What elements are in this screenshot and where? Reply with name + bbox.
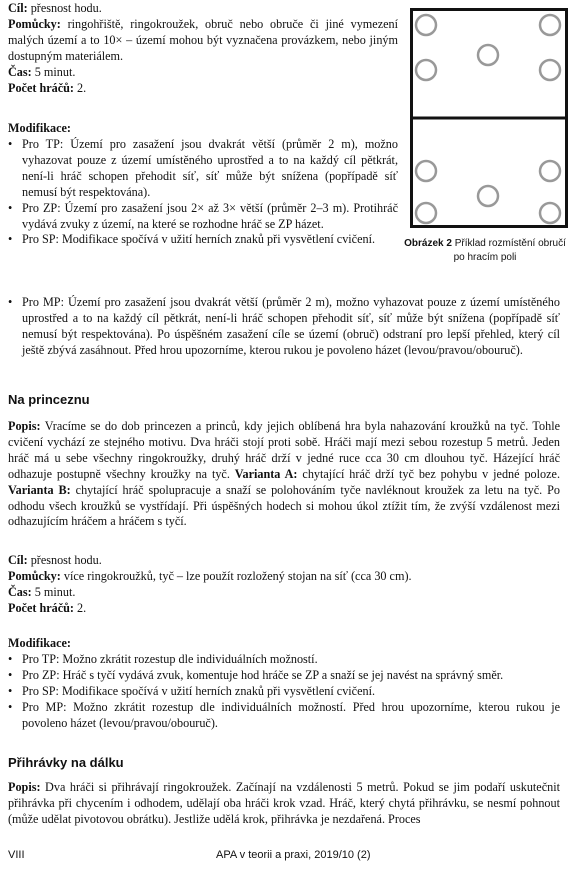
list-item: • Pro TP: Území pro zasažení jsou dvakrát větší (průměr 2 m), možno vyhazovat pouze z území umístěného uprostřed a to na každý cíl pětkrát, není-li hráč schopen přehodit síť, síť může být snížena (popřípadě síť nemusí být respektována).	[8, 137, 398, 201]
list-item: • Pro SP: Modifikace spočívá v užití herních znaků při vysvětlení cvičení.	[8, 232, 398, 248]
list-item: • Pro ZP: Území pro zasažení jsou 2× až 3× větší (průměr 2–3 m). Protihráč vydává zvuky z území, na které se rozhodne hráč se ZP házet.	[8, 201, 398, 233]
equipment-paragraph: Pomůcky: ringohřiště, ringokroužek, obruč nebo obruče či jiné vymezení malých území a to 10× – území mohou být vyznačena provázkem, nebo jiným dostupným materiálem.	[8, 17, 398, 63]
modifications-list-wide	[8, 295, 560, 359]
hoop-circle	[540, 161, 560, 181]
list-item: • Pro MP: Území pro zasažení jsou dvakrát větší (průměr 2 m), možno vyhazovat pouze z území umístěného uprostřed a to na každý cíl pětkrát, není-li hráč schopen přehodit síť, síť může být snížena (popřípadě síť nemusí být respektována). Po úspěšném zasažení cíle se území (obruč) odstraní pro lepší přehled, který cíl ještě zbývá zasáhnout. Před hrou upozorníme, kterou rukou je povoleno házet (levou/pravou/obouruč).	[8, 295, 560, 359]
players-paragraph: Počet hráčů: 2.	[8, 81, 87, 95]
description-paragraph: Popis: Vracíme se do dob princezen a princů, kdy jejich oblíbená hra byla nahazování kroužků na tyč. Tohle cvičení vychází ze stejného motivu. Dva hráči stojí proti sobě. Hráči mají mezi sebou rozestup 5 metrů. Jeden hráč má u sebe všechny ringokroužky, druhý hráč drží v jedné ruce cca 30 cm dlouhou tyč. Házející hráč odhazuje postupně všechny kroužky na tyč. Varianta A: chytající hráč drží tyč bez pohybu v jedné poloze. Varianta B: chytající hráč spolupracuje a snaží se polohováním tyče navléknout kroužek za letu na tyč. Po odhodu všech kroužků se vystřídají. Při úspěšných hodech si mohou úkol ztížit tím, že zvýší vzdálenost mezi odhazujícím hráčem a hráčem s tyčí.	[8, 419, 560, 529]
hoop-circle	[416, 15, 436, 35]
description-paragraph: Popis: Dva hráči si přihrávají ringokroužek. Začínají na vzdálenosti 5 metrů. Pokud se jim podaří uskutečnit přihrávka při chycením i odhodem, udělají oba hráči krok vzad. Hráč, který chytá přihrávku, se nesmí pohnout (může udělat pivotovou obrátku). Jestliže udělá krok, přihrávka je nezdařená. Proces	[8, 780, 560, 826]
journal-footer: APA v teorii a praxi, 2019/10 (2)	[216, 849, 371, 861]
hoop-circle	[416, 161, 436, 181]
page-number: VIII	[8, 849, 25, 861]
list-item: • Pro TP: Možno zkrátit rozestup dle individuálních možností.	[8, 652, 560, 668]
list-item: • Pro MP: Možno zkrátit rozestup dle individuálních možností. Před hrou upozorníme, kterou rukou je povoleno házet (levou/pravou/obouruč).	[8, 700, 560, 732]
hoop-circle	[540, 15, 560, 35]
modifications-list	[8, 652, 560, 732]
modifications-label: Modifikace:	[8, 121, 71, 135]
time-paragraph: Čas: 5 minut.	[8, 585, 76, 599]
hoop-circle	[478, 186, 498, 206]
modifications-list	[8, 137, 398, 248]
hoop-circle	[416, 203, 436, 223]
equipment-paragraph: Pomůcky: více ringokroužků, tyč – lze použít rozložený stojan na síť (cca 30 cm).	[8, 569, 412, 583]
list-item: • Pro ZP: Hráč s tyčí vydává zvuk, komentuje hod hráče se ZP a snaží se jej navést na správný směr.	[8, 668, 560, 684]
hoop-circle	[416, 60, 436, 80]
players-paragraph: Počet hráčů: 2.	[8, 601, 87, 615]
goal-paragraph: Cíl: přesnost hodu.	[8, 1, 102, 15]
time-paragraph: Čas: 5 minut.	[8, 65, 76, 79]
section-heading-princeznu: Na princeznu	[8, 392, 90, 407]
section-heading-prihravky: Přihrávky na dálku	[8, 755, 124, 770]
goal-paragraph: Cíl: přesnost hodu.	[8, 553, 102, 567]
hoop-circle	[478, 45, 498, 65]
court-diagram	[410, 8, 568, 228]
hoop-circle	[540, 203, 560, 223]
list-item: • Pro SP: Modifikace spočívá v užití herních znaků při vysvětlení cvičení.	[8, 684, 560, 700]
modifications-label: Modifikace:	[8, 636, 71, 650]
hoop-circle	[540, 60, 560, 80]
figure-caption: Obrázek 2 Příklad rozmístění obručí po hracím poli	[404, 238, 566, 263]
